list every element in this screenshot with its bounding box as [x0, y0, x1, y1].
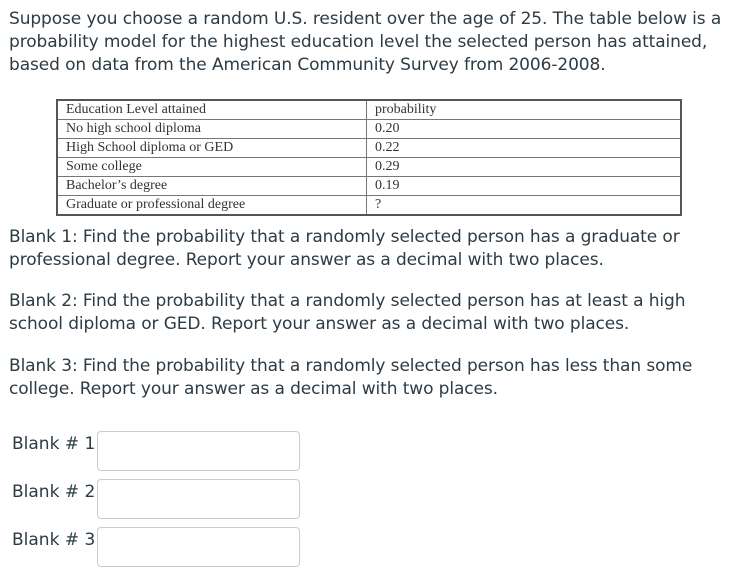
row-probability: 0.20 — [367, 120, 682, 139]
table-header-row — [57, 100, 681, 120]
row-probability: 0.22 — [367, 139, 682, 158]
blank-2-input[interactable] — [97, 479, 300, 519]
header-education-level: Education Level attained — [57, 100, 367, 120]
blank-2-row — [12, 479, 312, 521]
blank-1-input[interactable] — [97, 431, 300, 471]
row-category: No high school diploma — [57, 120, 367, 139]
intro-paragraph: Suppose you choose a random U.S. resident over the age of 25. The table below is a probability model for the highest education level the selected person has attained, based on data from the American Community Survey from 2006-2008. — [9, 9, 722, 75]
row-probability: 0.19 — [367, 177, 682, 196]
table-row — [57, 139, 681, 158]
row-category: Bachelor’s degree — [57, 177, 367, 196]
blank-1-label: Blank # 1 — [12, 434, 96, 454]
row-probability: 0.29 — [367, 158, 682, 177]
row-category: Graduate or professional degree — [57, 196, 367, 216]
row-category: High School diploma or GED — [57, 139, 367, 158]
header-probability: probability — [367, 100, 682, 120]
table-row — [57, 158, 681, 177]
row-probability: ? — [367, 196, 682, 216]
table-row — [57, 120, 681, 139]
blank-3-row — [12, 527, 312, 569]
question-blank-1: Blank 1: Find the probability that a randomly selected person has a graduate or professional degree. Report your answer as a decimal with two places. — [9, 227, 680, 270]
probability-table — [56, 99, 682, 216]
question-blank-2: Blank 2: Find the probability that a randomly selected person has at least a high school diploma or GED. Report your answer as a decimal with two places. — [9, 291, 686, 334]
blank-1-row — [12, 431, 312, 473]
table-row — [57, 196, 681, 216]
table-row — [57, 177, 681, 196]
question-blank-3: Blank 3: Find the probability that a randomly selected person has less than some college. Report your answer as a decimal with two places. — [9, 356, 693, 399]
blank-2-label: Blank # 2 — [12, 482, 96, 502]
row-category: Some college — [57, 158, 367, 177]
blank-3-input[interactable] — [97, 527, 300, 567]
blank-3-label: Blank # 3 — [12, 530, 96, 550]
